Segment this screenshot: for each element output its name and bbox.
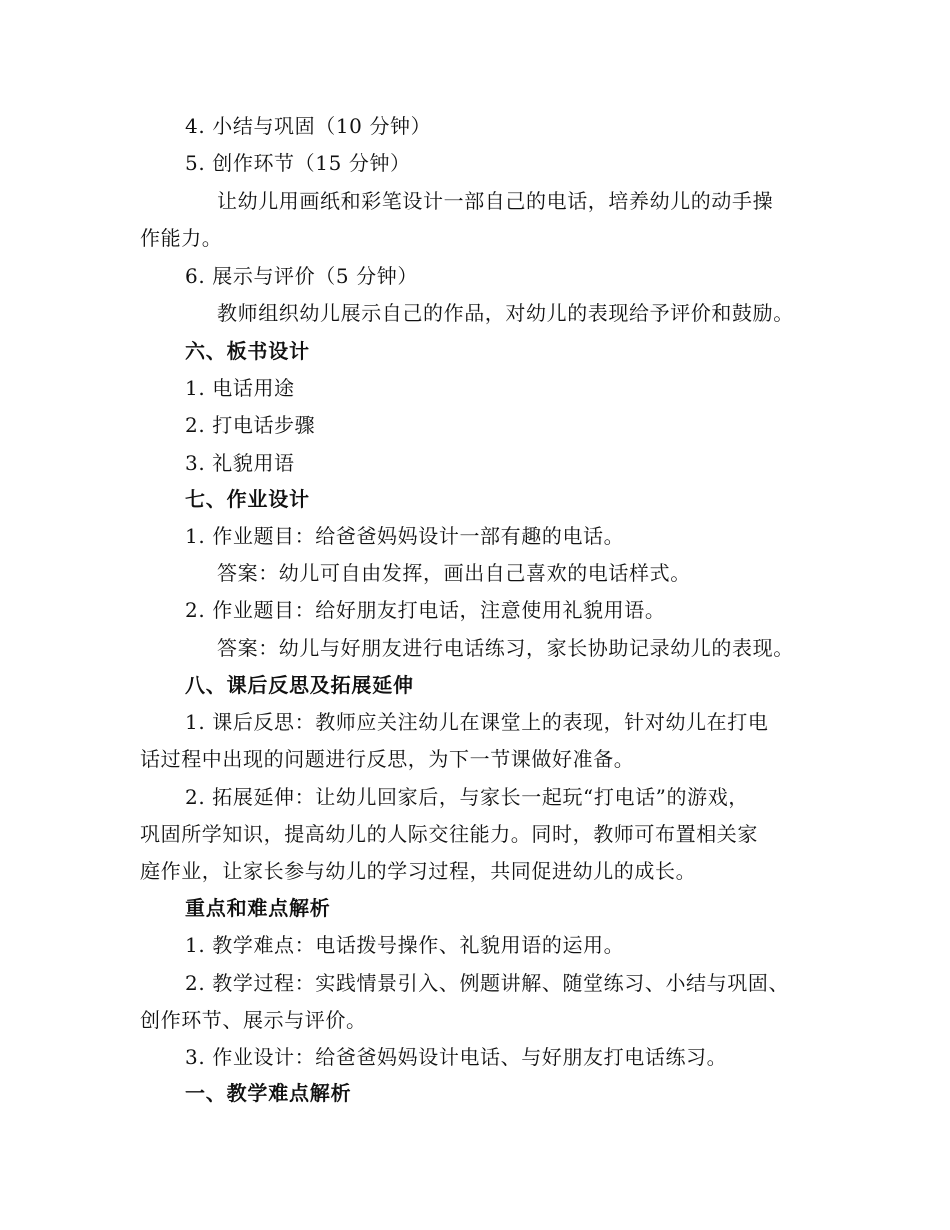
paragraph-creation-detail: 让幼儿用画纸和彩笔设计一部自己的电话，培养幼儿的动手操 bbox=[217, 189, 774, 213]
paragraph-extension-cont-1: 巩固所学知识，提高幼儿的人际交往能力。同时，教师可布置相关家 bbox=[140, 822, 758, 846]
section-heading-difficulty-analysis: 一、教学难点解析 bbox=[185, 1081, 352, 1105]
paragraph-creation-detail-cont: 作能力。 bbox=[140, 226, 223, 250]
paragraph-extension-cont-2: 庭作业，让家长参与幼儿的学习过程，共同促进幼儿的成长。 bbox=[140, 859, 697, 883]
paragraph-key-2: 2. 教学过程：实践情景引入、例题讲解、随堂练习、小结与巩固、 bbox=[185, 971, 790, 995]
list-item-display: 6. 展示与评价（5 分钟） bbox=[185, 264, 418, 288]
list-item-board-2: 2. 打电话步骤 bbox=[185, 413, 316, 437]
homework-answer-1: 答案：幼儿可自由发挥，画出自己喜欢的电话样式。 bbox=[217, 561, 691, 585]
section-heading-key-points: 重点和难点解析 bbox=[185, 896, 331, 920]
list-item-homework-1: 1. 作业题目：给爸爸妈妈设计一部有趣的电话。 bbox=[185, 524, 625, 548]
paragraph-key-3: 3. 作业设计：给爸爸妈妈设计电话、与好朋友打电话练习。 bbox=[185, 1045, 728, 1069]
section-heading-homework: 七、作业设计 bbox=[185, 487, 310, 511]
section-heading-board-design: 六、板书设计 bbox=[185, 339, 310, 363]
paragraph-key-2-cont: 创作环节、展示与评价。 bbox=[140, 1008, 367, 1032]
list-item-homework-2: 2. 作业题目：给好朋友打电话，注意使用礼貌用语。 bbox=[185, 598, 666, 622]
paragraph-reflection-1-cont: 话过程中出现的问题进行反思，为下一节课做好准备。 bbox=[140, 747, 635, 771]
paragraph-extension: 2. 拓展延伸：让幼儿回家后，与家长一起玩“打电话”的游戏， bbox=[185, 785, 749, 809]
list-item-creation: 5. 创作环节（15 分钟） bbox=[185, 151, 411, 175]
list-item-board-3: 3. 礼貌用语 bbox=[185, 451, 295, 475]
list-item-summary: 4. 小结与巩固（10 分钟） bbox=[185, 114, 432, 138]
paragraph-reflection-1: 1. 课后反思：教师应关注幼儿在课堂上的表现，针对幼儿在打电 bbox=[185, 710, 769, 734]
list-item-board-1: 1. 电话用途 bbox=[185, 376, 295, 400]
paragraph-key-1: 1. 教学难点：电话拨号操作、礼貌用语的运用。 bbox=[185, 933, 625, 957]
section-heading-reflection: 八、课后反思及拓展延伸 bbox=[185, 673, 414, 697]
paragraph-display-detail: 教师组织幼儿展示自己的作品，对幼儿的表现给予评价和鼓励。 bbox=[217, 301, 794, 325]
homework-answer-2: 答案：幼儿与好朋友进行电话练习，家长协助记录幼儿的表现。 bbox=[217, 636, 794, 660]
